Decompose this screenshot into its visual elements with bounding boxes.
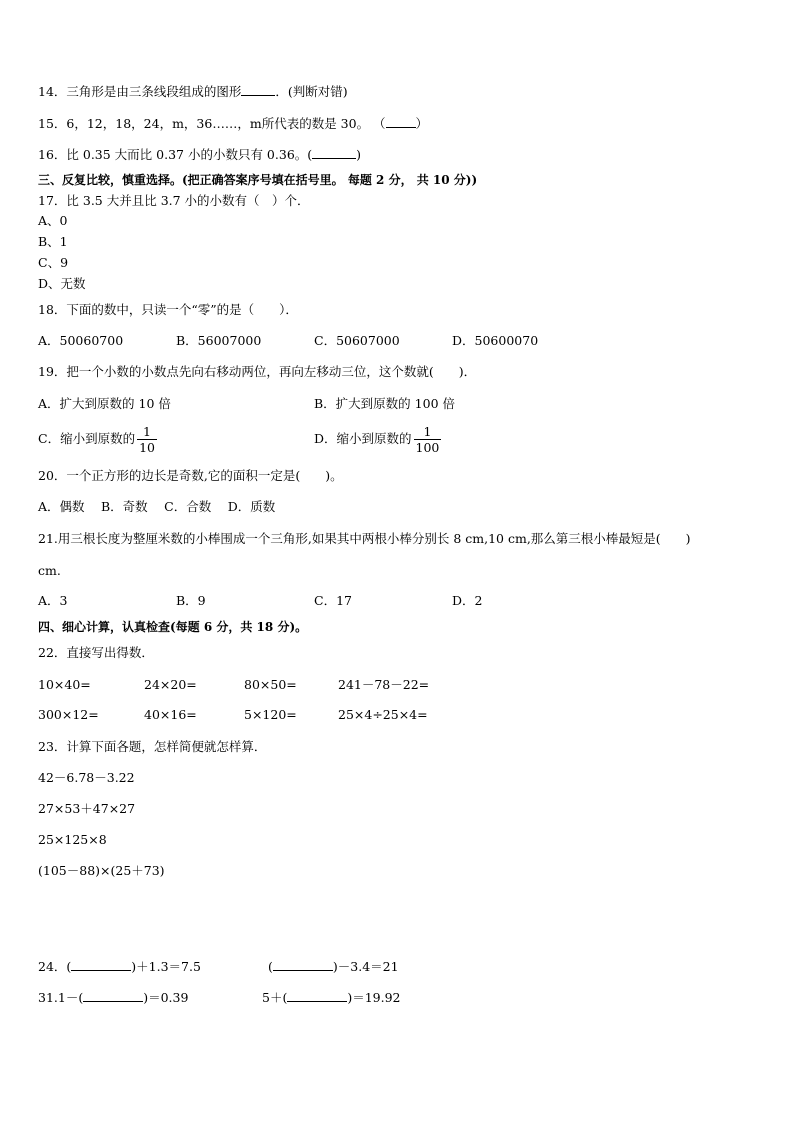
option-b[interactable]: B．56007000 bbox=[176, 333, 262, 348]
question-22: 22．直接写出得数． bbox=[38, 645, 154, 660]
fraction: $\frac{1}{100}$ bbox=[415, 424, 440, 455]
answer-blank[interactable] bbox=[386, 115, 416, 128]
option-a[interactable]: A．3 bbox=[38, 593, 68, 608]
option-b[interactable]: B．扩大到原数的 100 倍 bbox=[314, 396, 455, 411]
question-14: 14．三角形是由三条线段组成的图形 ．(判断对错) bbox=[38, 84, 348, 99]
calc-item: 80×50= bbox=[244, 677, 297, 692]
question-20: 20．一个正方形的边长是奇数,它的面积一定是( )。 bbox=[38, 468, 343, 483]
answer-blank[interactable] bbox=[273, 958, 333, 971]
option-b[interactable]: B、1 bbox=[38, 234, 68, 249]
question-21-unit: cm. bbox=[38, 563, 61, 578]
option-a[interactable]: A．扩大到原数的 10 倍 bbox=[38, 396, 171, 411]
option-c[interactable]: C、9 bbox=[38, 255, 69, 270]
answer-blank[interactable] bbox=[241, 83, 275, 96]
calc-item: 10×40= bbox=[38, 677, 91, 692]
calc-item: 40×16= bbox=[144, 707, 197, 722]
answer-blank[interactable] bbox=[83, 989, 143, 1002]
option-d[interactable]: D、无数 bbox=[38, 276, 86, 291]
calc-item: 300×12= bbox=[38, 707, 99, 722]
answer-blank[interactable] bbox=[287, 989, 347, 1002]
question-15: 15．6，12，18，24，m，36……，m所代表的数是 30。 （ ） bbox=[38, 116, 429, 131]
option-d[interactable]: D．缩小到原数的 $\frac{1}{100}$ bbox=[314, 424, 440, 455]
option-d[interactable]: D．50600070 bbox=[452, 333, 539, 348]
option-c[interactable]: C．50607000 bbox=[314, 333, 400, 348]
fraction: $\frac{1}{10}$ bbox=[139, 424, 155, 455]
question-24-part-4: 5＋( )＝19.92 bbox=[262, 990, 401, 1005]
calc-item: 24×20= bbox=[144, 677, 197, 692]
question-18: 18．下面的数中，只读一个“零”的是（ ）． bbox=[38, 302, 298, 317]
calc-item: 25×4÷25×4= bbox=[338, 707, 428, 722]
calc-item: 241－78－22= bbox=[338, 677, 430, 692]
question-19: 19．把一个小数的小数点先向右移动两位，再向左移动三位，这个数就( )． bbox=[38, 364, 477, 379]
question-23: 23．计算下面各题，怎样简便就怎样算． bbox=[38, 739, 267, 754]
calc-item: (105－88)×(25＋73) bbox=[38, 863, 165, 878]
section-4-heading: 四、细心计算，认真检查(每题 6 分，共 18 分)。 bbox=[38, 620, 308, 634]
section-3-heading: 三、反复比较，慎重选择。(把正确答案序号填在括号里。 每题 2 分， 共 10 分)) bbox=[38, 173, 478, 187]
option-c[interactable]: C．17 bbox=[314, 593, 352, 608]
question-24-part-3: 31.1－( )＝0.39 bbox=[38, 990, 189, 1005]
question-16: 16．比 0.35 大而比 0.37 小的小数只有 0.36。( ) bbox=[38, 147, 362, 162]
option-a[interactable]: A．50060700 bbox=[38, 333, 124, 348]
question-17: 17．比 3.5 大并且比 3.7 小的小数有（ ）个． bbox=[38, 193, 310, 208]
question-20-options[interactable]: A．偶数 B．奇数 C．合数 D．质数 bbox=[38, 499, 276, 514]
option-c[interactable]: C．缩小到原数的 $\frac{1}{10}$ bbox=[38, 424, 155, 455]
calc-item: 5×120= bbox=[244, 707, 297, 722]
question-24-part-2: ( )－3.4＝21 bbox=[268, 959, 399, 974]
calc-item: 25×125×8 bbox=[38, 832, 107, 847]
option-d[interactable]: D．2 bbox=[452, 593, 483, 608]
question-24-part-1: 24．( )＋1.3＝7.5 bbox=[38, 959, 201, 974]
option-b[interactable]: B．9 bbox=[176, 593, 206, 608]
calc-item: 27×53＋47×27 bbox=[38, 801, 136, 816]
question-21: 21.用三根长度为整厘米数的小棒围成一个三角形,如果其中两根小棒分别长 8 cm,10 cm,那么第三根小棒最短是( ) bbox=[38, 531, 691, 546]
answer-blank[interactable] bbox=[312, 146, 356, 159]
answer-blank[interactable] bbox=[71, 958, 131, 971]
option-a[interactable]: A、0 bbox=[38, 213, 68, 228]
calc-item: 42－6.78－3.22 bbox=[38, 770, 135, 785]
